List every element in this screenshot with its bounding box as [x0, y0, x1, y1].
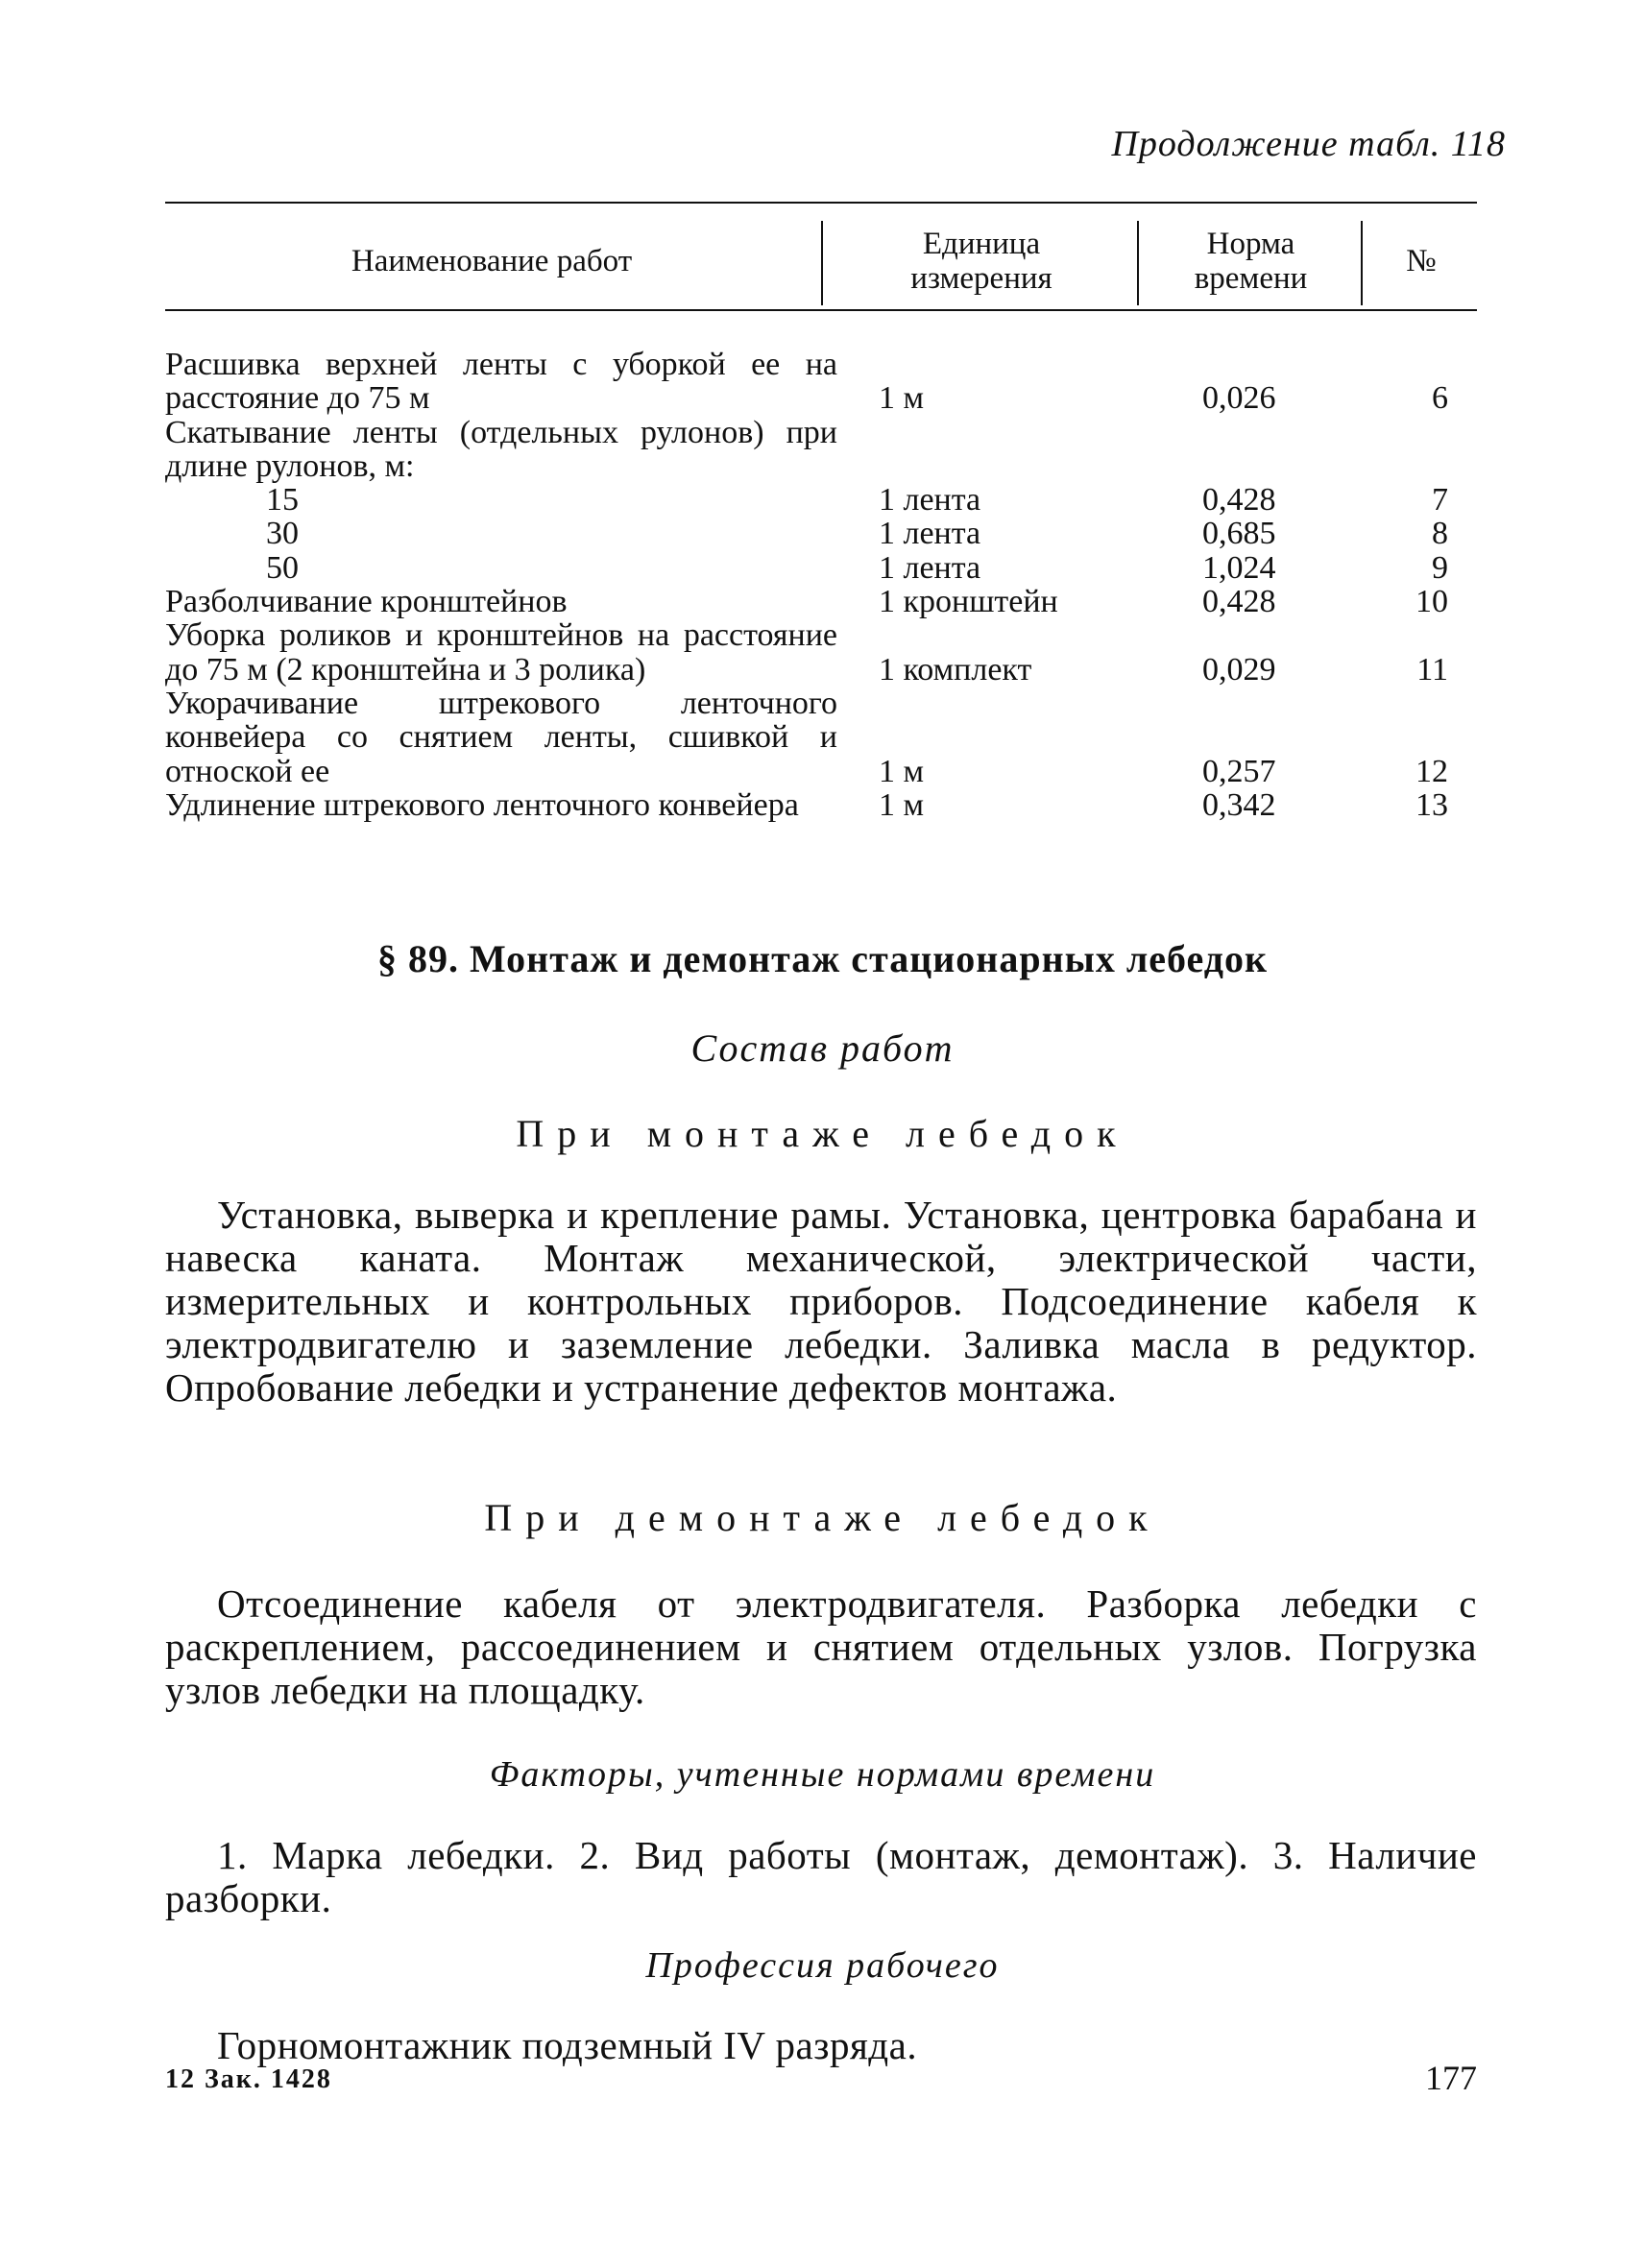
- number-cell: 13: [1415, 786, 1448, 823]
- work-name: Укорачивание штрекового ленточного конвейера со снятием ленты, сшивкой и отноской ее: [165, 685, 837, 789]
- table-row: [165, 551, 1477, 585]
- table-body: [165, 348, 1477, 822]
- mounting-paragraph: Установка, выверка и крепление рамы. Установка, центровка барабана и навеска каната. Монтаж механической, электрической части, измерительных и контрольных приборов. Подсоединение кабеля к электродвигателю и заземление лебедки. Заливка масла в редуктор. Опробование лебедки и устранение дефектов монтажа.: [165, 1193, 1477, 1410]
- work-name: Разболчивание кронштейнов: [165, 584, 568, 620]
- section-title: § 89. Монтаж и демонтаж стационарных лебедок: [376, 937, 1269, 980]
- unit-cell: 1 м: [879, 380, 925, 417]
- unit-cell: 1 лента: [879, 482, 981, 519]
- number-cell: 12: [1415, 753, 1448, 789]
- table-top-rule: [165, 202, 1477, 204]
- unit-cell: 1 м: [879, 786, 925, 823]
- table-row: [165, 788, 1477, 822]
- norm-cell: 0,029: [1202, 651, 1276, 688]
- unit-cell: 1 лента: [879, 516, 981, 552]
- column-divider: [821, 221, 823, 305]
- table-row: [165, 618, 1477, 687]
- table-row: [165, 416, 1477, 484]
- norm-cell: 0,342: [1202, 786, 1276, 823]
- number-cell: 10: [1415, 584, 1448, 620]
- norm-cell: 0,428: [1202, 482, 1276, 519]
- column-header-norm: Норма времени: [1194, 226, 1308, 296]
- norm-cell: 1,024: [1202, 549, 1276, 586]
- mounting-heading: При монтаже лебедок: [516, 1112, 1129, 1155]
- number-cell: 11: [1416, 651, 1448, 688]
- table-row: [165, 687, 1477, 788]
- column-header-name: Наименование работ: [351, 243, 633, 278]
- number-cell: 8: [1432, 516, 1448, 552]
- print-order-mark: 12 Зак. 1428: [165, 2064, 332, 2094]
- norm-cell: 0,685: [1202, 516, 1276, 552]
- table-header: [165, 213, 1477, 309]
- table-continuation-label: Продолжение табл. 118: [1111, 124, 1506, 164]
- dismounting-heading: При демонтаже лебедок: [484, 1496, 1161, 1539]
- factors-paragraph: 1. Марка лебедки. 2. Вид работы (монтаж, демонтаж). 3. Наличие разборки.: [165, 1833, 1477, 1920]
- table-row: [165, 517, 1477, 550]
- work-name: 15: [266, 482, 299, 519]
- dismounting-paragraph: Отсоединение кабеля от электродвигателя. Разборка лебедки с раскреплением, рассоединением и снятием отдельных узлов. Погрузка узлов лебедки на площадку.: [165, 1581, 1477, 1712]
- unit-cell: 1 комплект: [879, 651, 1032, 688]
- work-name: Удлинение штрекового ленточного конвейера: [165, 786, 799, 823]
- table-header-rule: [165, 309, 1477, 311]
- unit-cell: 1 лента: [879, 549, 981, 586]
- norm-cell: 0,026: [1202, 380, 1276, 417]
- table-row: [165, 348, 1477, 416]
- table-row: [165, 483, 1477, 517]
- norm-cell: 0,428: [1202, 584, 1276, 620]
- column-header-number: №: [1406, 243, 1437, 278]
- profession-heading: Профессия рабочего: [645, 1945, 1000, 1986]
- column-header-unit: Единица измерения: [910, 226, 1052, 296]
- work-name: 50: [266, 549, 299, 586]
- number-cell: 9: [1432, 549, 1448, 586]
- work-name: 30: [266, 516, 299, 552]
- work-name: Расшивка верхней ленты с уборкой ее на расстояние до 75 м: [165, 347, 837, 417]
- unit-cell: 1 м: [879, 753, 925, 789]
- profession-paragraph: Горномонтажник подземный IV разряда.: [217, 2023, 918, 2067]
- factors-heading: Факторы, учтенные нормами времени: [489, 1754, 1156, 1795]
- unit-cell: 1 кронштейн: [879, 584, 1058, 620]
- table-row: [165, 585, 1477, 618]
- work-name: Уборка роликов и кронштейнов на расстояние до 75 м (2 кронштейна и 3 ролика): [165, 617, 837, 688]
- work-name: Скатывание ленты (отдельных рулонов) при длине рулонов, м:: [165, 414, 837, 484]
- column-divider: [1137, 221, 1139, 305]
- number-cell: 6: [1432, 380, 1448, 417]
- page-number: 177: [1425, 2059, 1477, 2097]
- composition-heading: Состав работ: [690, 1026, 955, 1070]
- column-divider: [1361, 221, 1363, 305]
- number-cell: 7: [1432, 482, 1448, 519]
- norm-cell: 0,257: [1202, 753, 1276, 789]
